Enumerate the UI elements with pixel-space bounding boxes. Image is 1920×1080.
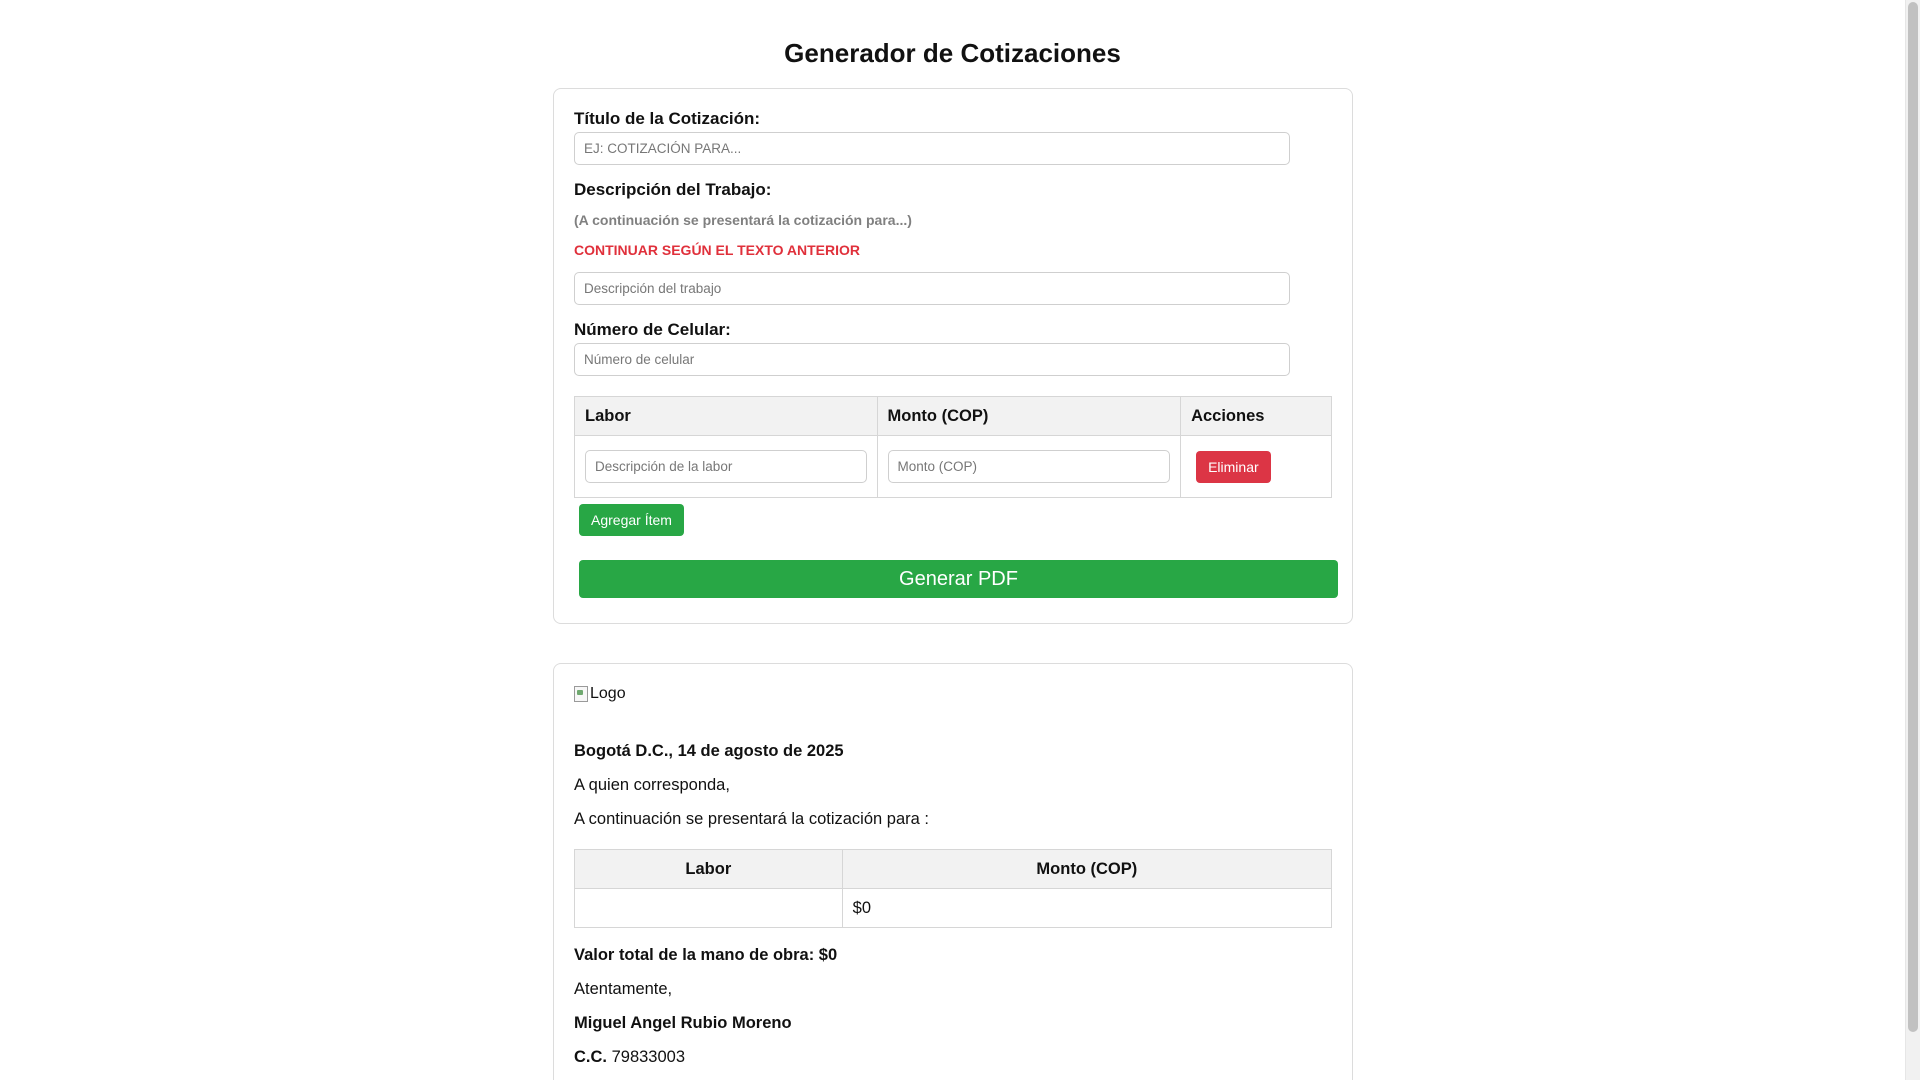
- items-table: [574, 396, 1332, 498]
- delete-item-button[interactable]: Eliminar: [1196, 451, 1271, 483]
- page-title: Generador de Cotizaciones: [784, 38, 1121, 68]
- id-line: [574, 1048, 685, 1067]
- description-warning: CONTINUAR SEGÚN EL TEXTO ANTERIOR: [574, 242, 860, 258]
- items-table-header-row: [575, 397, 1332, 436]
- intro-text: A continuación se presentará la cotización para :: [574, 810, 929, 828]
- signer-name: Miguel Angel Rubio Moreno: [574, 1014, 792, 1032]
- generate-pdf-button[interactable]: Generar PDF: [579, 560, 1338, 598]
- header-amount: Monto (COP): [877, 397, 1181, 436]
- preview-header-amount: Monto (COP): [842, 850, 1331, 889]
- title-label: Título de la Cotización:: [574, 109, 761, 128]
- date-line: Bogotá D.C., 14 de agosto de 2025: [574, 742, 844, 760]
- scrollbar-thumb[interactable]: [1908, 2, 1918, 1032]
- preview-table: [574, 849, 1332, 928]
- closing-text: Atentamente,: [574, 980, 673, 998]
- id-number: 79833003: [611, 1048, 686, 1066]
- labor-cell: [575, 436, 878, 498]
- phone-input[interactable]: [574, 343, 1290, 376]
- description-hint: (A continuación se presentará la cotización para...): [574, 212, 912, 228]
- amount-cell: [877, 436, 1181, 498]
- add-item-button[interactable]: Agregar Ítem: [579, 504, 684, 536]
- page-scrollbar[interactable]: [1905, 0, 1920, 1080]
- broken-image-icon: [574, 686, 588, 702]
- preview-header-labor: Labor: [575, 850, 843, 889]
- preview-amount-cell: $0: [842, 889, 1331, 928]
- preview-table-header-row: [575, 850, 1332, 889]
- header-actions: Acciones: [1181, 397, 1332, 436]
- quote-preview-card: [553, 663, 1353, 1080]
- preview-labor-cell: [575, 889, 843, 928]
- description-label: Descripción del Trabajo:: [574, 180, 772, 199]
- greeting: A quien corresponda,: [574, 776, 730, 794]
- table-row: [575, 436, 1332, 498]
- phone-label: Número de Celular:: [574, 320, 731, 339]
- logo-image: [574, 685, 626, 703]
- description-input[interactable]: [574, 272, 1290, 305]
- actions-cell: [1181, 436, 1332, 498]
- table-row: [575, 889, 1332, 928]
- title-input[interactable]: [574, 132, 1290, 165]
- amount-input[interactable]: [888, 450, 1171, 483]
- id-label: C.C.: [574, 1048, 607, 1066]
- header-labor: Labor: [575, 397, 878, 436]
- labor-input[interactable]: [585, 450, 867, 483]
- total-line: Valor total de la mano de obra: $0: [574, 946, 838, 964]
- quote-form-card: [553, 88, 1353, 624]
- logo-alt-text: Logo: [590, 685, 626, 702]
